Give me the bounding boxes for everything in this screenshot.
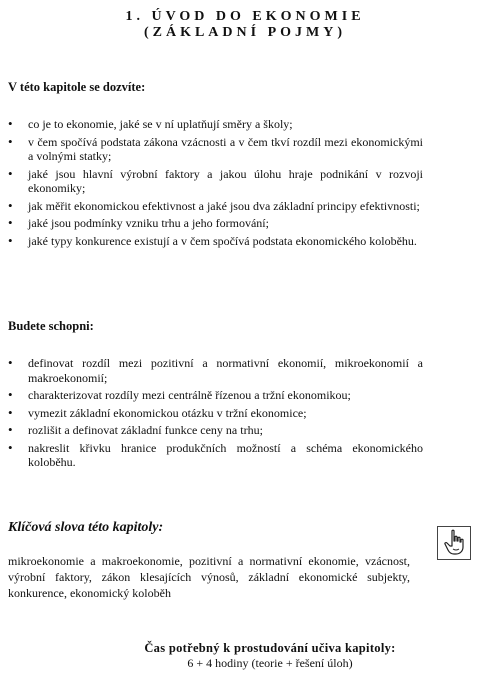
learn-item: • jak měřit ekonomickou efektivnost a jaké jsou dva základní principy efektivnosti; bbox=[8, 199, 423, 214]
able-list bbox=[8, 356, 423, 473]
able-item: • rozlišit a definovat základní funkce ceny na trhu; bbox=[8, 423, 423, 438]
able-item: • definovat rozdíl mezi pozitivní a normativní ekonomií, mikroekonomií a makroekonomií; bbox=[8, 356, 423, 385]
learn-item: • co je to ekonomie, jaké se v ní uplatňují směry a školy; bbox=[8, 117, 423, 132]
keywords-heading: Klíčová slova této kapitoly: bbox=[8, 520, 164, 535]
learn-list bbox=[8, 117, 423, 251]
learn-heading: V této kapitole se dozvíte: bbox=[8, 80, 146, 94]
keywords-text: mikroekonomie a makroekonomie, pozitivní a normativní ekonomie, vzácnost, výrobní faktory, zákon klesajících výnosů, základní ekonomické subjekty, konkurence, ekonomický koloběh bbox=[8, 554, 410, 600]
able-item: • vymezit základní ekonomickou otázku v tržní ekonomice; bbox=[8, 406, 423, 421]
study-time-block bbox=[120, 640, 420, 671]
chapter-title-line1: 1. ÚVOD DO EKONOMIE bbox=[125, 9, 365, 24]
chapter-title-line2: (ZÁKLADNÍ POJMY) bbox=[143, 25, 347, 40]
learn-item: • v čem spočívá podstata zákona vzácnosti a v čem tkví rozdíl mezi ekonomickými a volnými statky; bbox=[8, 135, 423, 164]
able-item: • charakterizovat rozdíly mezi centrálně řízenou a tržní ekonomikou; bbox=[8, 388, 423, 403]
learn-item: • jaké typy konkurence existují a v čem spočívá podstata ekonomického koloběhu. bbox=[8, 234, 423, 249]
pointing-hand-icon bbox=[437, 526, 471, 560]
able-heading: Budete schopni: bbox=[8, 319, 94, 333]
learn-item: • jaké jsou hlavní výrobní faktory a jakou úlohu hraje podnikání v rozvoji ekonomiky; bbox=[8, 167, 423, 196]
study-time-value: 6 + 4 hodiny (teorie + řešení úloh) bbox=[187, 656, 353, 670]
pointing-hand-glyph bbox=[443, 529, 465, 557]
study-time-title: Čas potřebný k prostudování učiva kapitoly: bbox=[144, 641, 396, 655]
able-item: • nakreslit křivku hranice produkčních možností a schéma ekonomického koloběhu. bbox=[8, 441, 423, 470]
learn-item: • jaké jsou podmínky vzniku trhu a jeho formování; bbox=[8, 216, 423, 231]
